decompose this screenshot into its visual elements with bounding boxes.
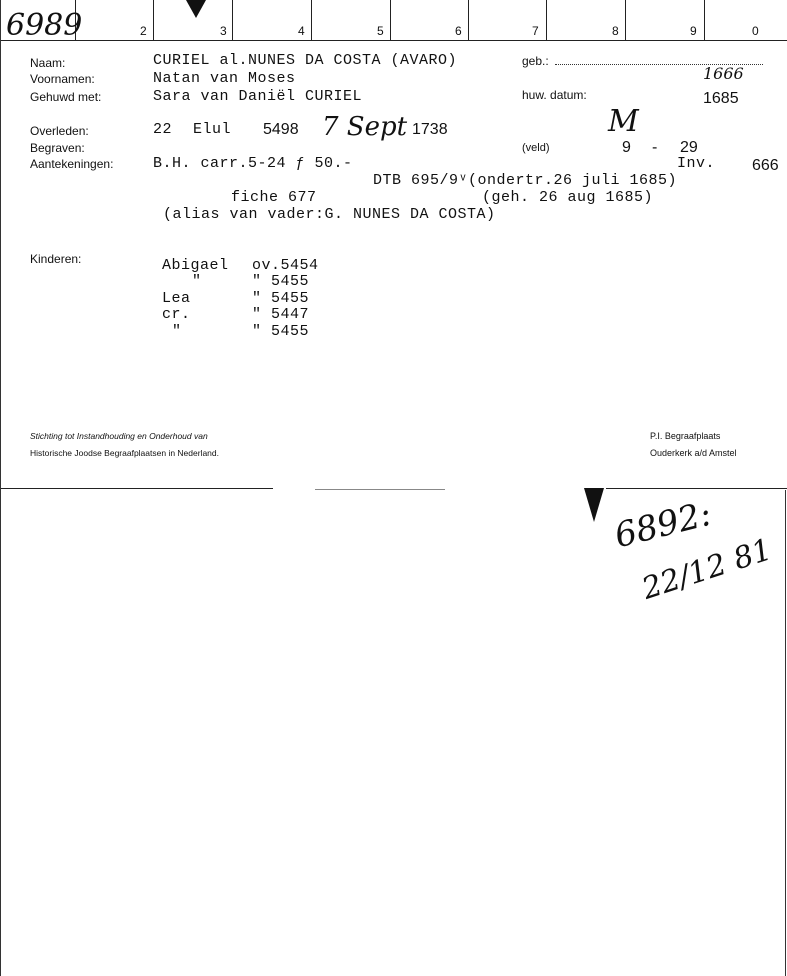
archive-annotation-date: 22/12 81 xyxy=(637,532,777,607)
left-edge xyxy=(0,0,1,976)
label-naam: Naam: xyxy=(30,56,66,70)
child-ref: " 5455 xyxy=(252,323,310,340)
child-ref: " 5455 xyxy=(252,273,310,290)
child-ref: " 5447 xyxy=(252,306,310,323)
footer-cemetery-line-2: Ouderkerk a/d Amstel xyxy=(650,448,737,458)
column-divider xyxy=(153,0,154,40)
column-number-3: 3 xyxy=(220,24,227,38)
punch-marker-icon xyxy=(582,488,606,524)
archive-annotation-number: 6892: xyxy=(610,493,716,557)
label-aantekeningen: Aantekeningen: xyxy=(30,157,114,171)
death-year: 1738 xyxy=(412,121,448,138)
right-edge xyxy=(785,490,786,976)
label-gehuwd: Gehuwd met: xyxy=(30,90,102,104)
label-geb: geb.: xyxy=(522,54,549,68)
handwritten-mark: M xyxy=(608,104,639,139)
column-divider xyxy=(468,0,469,40)
note-line-3a: fiche 677 xyxy=(231,189,317,206)
column-number-2: 2 xyxy=(140,24,147,38)
column-divider xyxy=(232,0,233,40)
grave-dash: - xyxy=(652,139,658,156)
child-name: cr. xyxy=(162,306,191,323)
label-voornamen: Voornamen: xyxy=(30,72,95,86)
note-line-2: DTB 695/9ᵛ(ondertr.26 juli 1685) xyxy=(373,172,678,189)
child-name: Lea xyxy=(162,290,191,307)
card-bottom-edge-faint xyxy=(315,489,445,490)
note-line-4: (alias van vader:G. NUNES DA COSTA) xyxy=(163,206,496,223)
surname: CURIEL al.NUNES DA COSTA (AVARO) xyxy=(153,52,458,69)
column-divider xyxy=(390,0,391,40)
label-overleden: Overleden: xyxy=(30,124,89,138)
column-number-8: 8 xyxy=(612,24,619,38)
child-name: " xyxy=(192,273,202,290)
child-name: " xyxy=(172,323,182,340)
death-month: Elul xyxy=(193,121,232,138)
column-divider xyxy=(546,0,547,40)
child-ref: ov.5454 xyxy=(252,257,319,274)
column-divider xyxy=(704,0,705,40)
header-rule xyxy=(0,40,787,41)
note-line-3b: (geh. 26 aug 1685) xyxy=(482,189,654,206)
footer-foundation-line-2: Historische Joodse Begraafplaatsen in Nederland. xyxy=(30,448,220,458)
column-divider xyxy=(311,0,312,40)
column-number-6: 6 xyxy=(455,24,462,38)
grave-field: 9 xyxy=(622,139,631,156)
death-day: 22 xyxy=(153,121,173,138)
grave-row: 29 xyxy=(680,139,698,156)
child-name: Abigael xyxy=(162,257,229,274)
column-divider xyxy=(625,0,626,40)
inventory-number: 666 xyxy=(752,157,779,174)
card-bottom-edge xyxy=(606,488,787,489)
death-date-handwritten: 7 Sept xyxy=(322,112,408,142)
column-number-7: 7 xyxy=(532,24,539,38)
column-number-9: 9 xyxy=(690,24,697,38)
footer-foundation-line-1: Stichting tot Instandhouding en Onderhoud van xyxy=(30,431,208,441)
death-year-hebrew: 5498 xyxy=(263,121,299,138)
first-names: Natan van Moses xyxy=(153,70,296,87)
marriage-year: 1685 xyxy=(703,90,739,107)
column-number-0: 0 xyxy=(752,24,759,38)
card-bottom-edge xyxy=(0,488,273,489)
inventory-label: Inv. xyxy=(677,155,716,172)
label-huw-datum: huw. datum: xyxy=(522,88,587,102)
card-number: 6989 xyxy=(6,8,83,43)
birth-year: 1666 xyxy=(703,64,744,83)
column-number-5: 5 xyxy=(377,24,384,38)
label-begraven: Begraven: xyxy=(30,141,85,155)
footer-cemetery-line-1: P.I. Begraafplaats xyxy=(650,431,721,441)
child-ref: " 5455 xyxy=(252,290,310,307)
note-line-1: B.H. carr.5-24 ƒ 50.- xyxy=(153,155,353,172)
punch-marker-icon xyxy=(184,0,208,20)
label-kinderen: Kinderen: xyxy=(30,252,82,266)
column-number-4: 4 xyxy=(298,24,305,38)
spouse: Sara van Daniël CURIEL xyxy=(153,88,363,105)
label-veld: (veld) xyxy=(522,142,550,154)
